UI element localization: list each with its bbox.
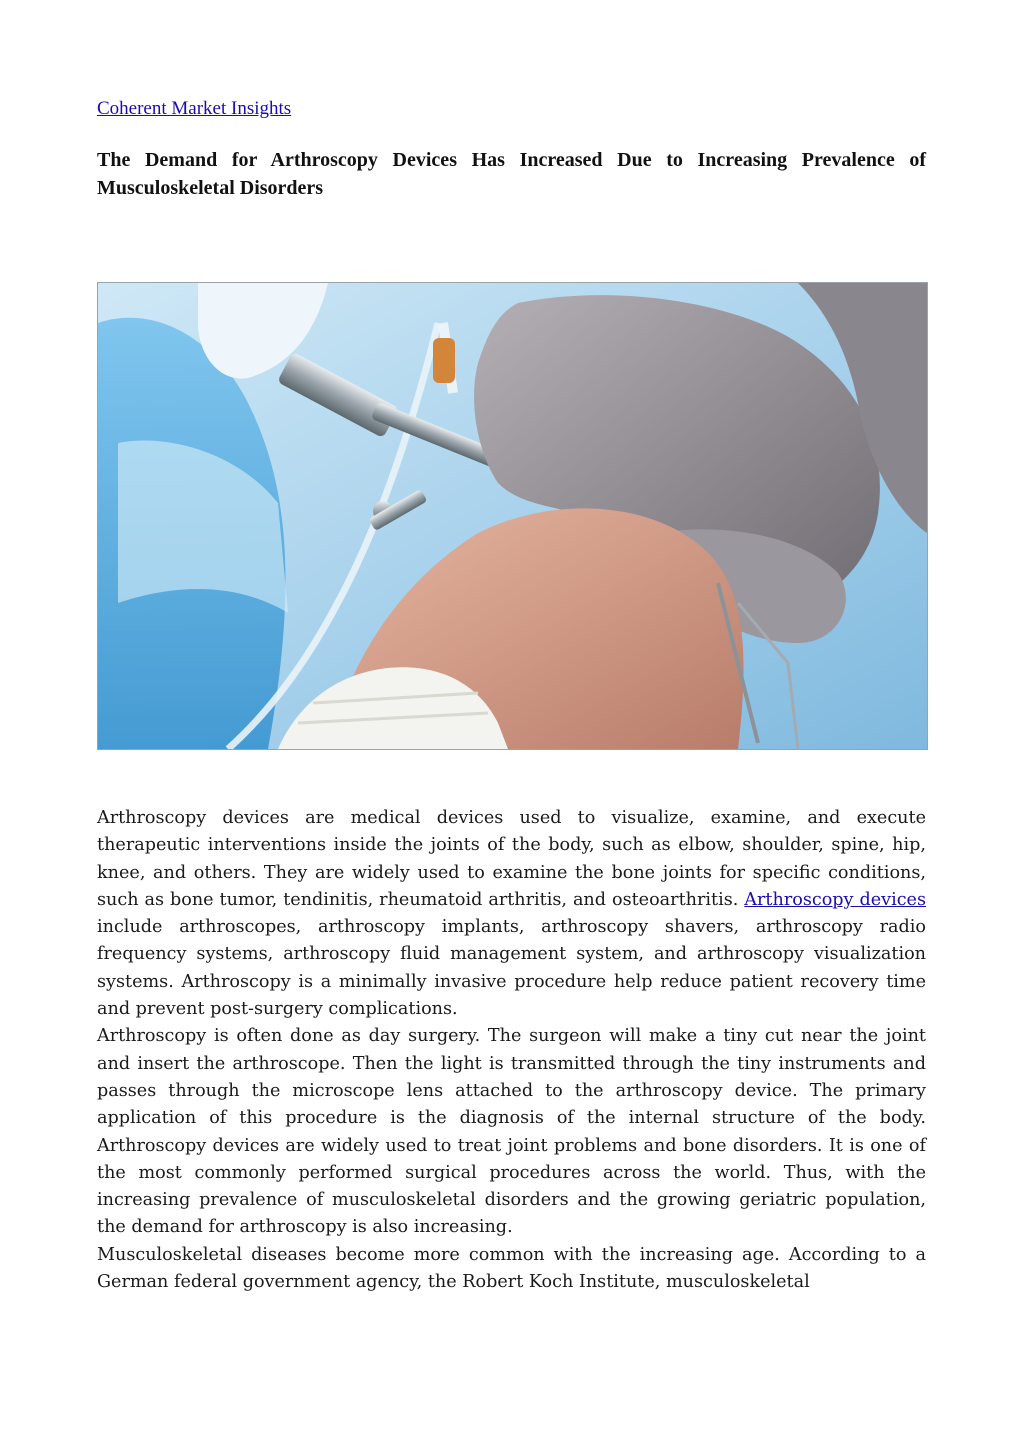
paragraph-2: Arthroscopy is often done as day surgery. The surgeon will make a tiny cut near the joint and insert the arthroscope. Then the light is transmitted through the tiny instruments and passes through the microscope lens attached to the arthroscopy device. The primary application of this procedure is the diagnosis of the internal structure of the body. Arthroscopy devices are widely used to treat joint problems and bone disorders. It is one of the most commonly performed surgical procedures across the world. Thus, with the increasing prevalence of musculoskeletal disorders and the growing geriatric population, the demand for arthroscopy is also increasing. bbox=[97, 1026, 926, 1238]
paragraph-1 bbox=[97, 805, 926, 1023]
arthroscopy-devices-link[interactable]: Arthroscopy devices bbox=[744, 889, 926, 910]
paragraph-1-text-before: Arthroscopy devices are medical devices used to visualize, examine, and execute therapeutic interventions inside the joints of the body, such as elbow, shoulder, spine, hip, knee, and others. They are widely used to examine the bone joints for specific conditions, such as bone tumor, tendinitis, rheumatoid arthritis, and osteoarthritis. bbox=[97, 808, 926, 910]
article-body bbox=[97, 805, 926, 1296]
paragraph-1-text-after: include arthroscopes, arthroscopy implants, arthroscopy shavers, arthroscopy radio frequency systems, arthroscopy fluid management system, and arthroscopy visualization systems. Arthroscopy is a minimally invasive procedure help reduce patient recovery time and prevent post-surgery complications. bbox=[97, 917, 926, 1020]
source-link[interactable]: Coherent Market Insights bbox=[97, 98, 292, 119]
arthroscopy-procedure-photo bbox=[97, 282, 928, 750]
article-title: The Demand for Arthroscopy Devices Has Increased Due to Increasing Prevalence of Musculoskeletal Disorders bbox=[97, 149, 926, 199]
paragraph-3: Musculoskeletal diseases become more common with the increasing age. According to a German federal government agency, the Robert Koch Institute, musculoskeletal bbox=[97, 1244, 926, 1293]
